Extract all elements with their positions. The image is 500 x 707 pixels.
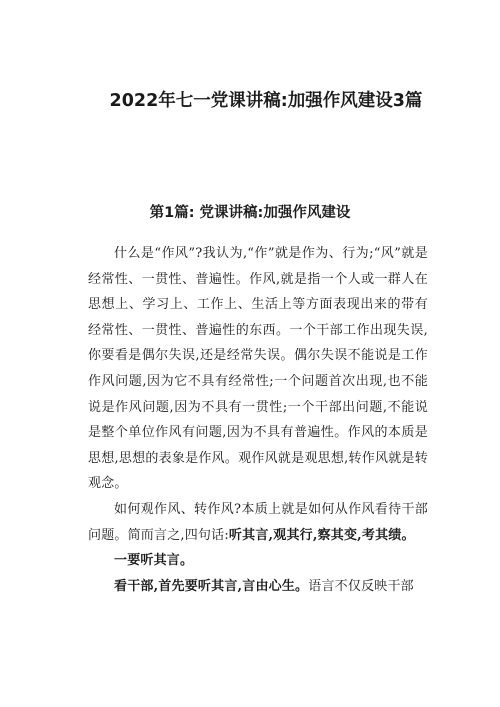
subheading-listen-text: 一要听其言。 — [114, 553, 194, 569]
document-title: 2022年七一党课讲稿:加强作风建设3篇 — [109, 91, 423, 111]
subheading-listen — [88, 548, 428, 574]
document-body — [88, 241, 428, 599]
paragraph-how-to-lead: 如何观作风、转作风?本质上就是如何从作风看待干部问题。简而言之,四句话: — [88, 501, 428, 543]
four-principles-text: 听其言,观其行,察其变,考其绩。 — [228, 527, 415, 543]
paragraph-listen — [88, 574, 428, 600]
section-title: 第1篇: 党课讲稿:加强作风建设 — [149, 205, 351, 221]
paragraph-how-to — [88, 497, 428, 548]
paragraph-listen-lead: 看干部,首先要听其言,言由心生。 — [114, 578, 309, 594]
paragraph-definition: 什么是“作风”?我认为,“作”就是作为、行为;“风”就是经常性、一贯性、普遍性。作风,就是指一个人或一群人在思想上、学习上、工作上、生活上等方面表现出来的带有经常性、一贯性、普遍性的东西。一个干部工作出现失误,你要看是偶尔失误,还是经常失误。偶尔失误不能说是工作作风问题,因为它不具有经常性;一个问题首次出现,也不能说是作风问题,因为不具有一贯性;一个干部出问题,不能说是整个单位作风有问题,因为不具有普遍性。作风的本质是思想,思想的表象是作风。观作风就是观思想,转作风就是转观念。 — [88, 246, 428, 492]
paragraph-listen-rest: 语言不仅反映干部 — [308, 578, 414, 594]
